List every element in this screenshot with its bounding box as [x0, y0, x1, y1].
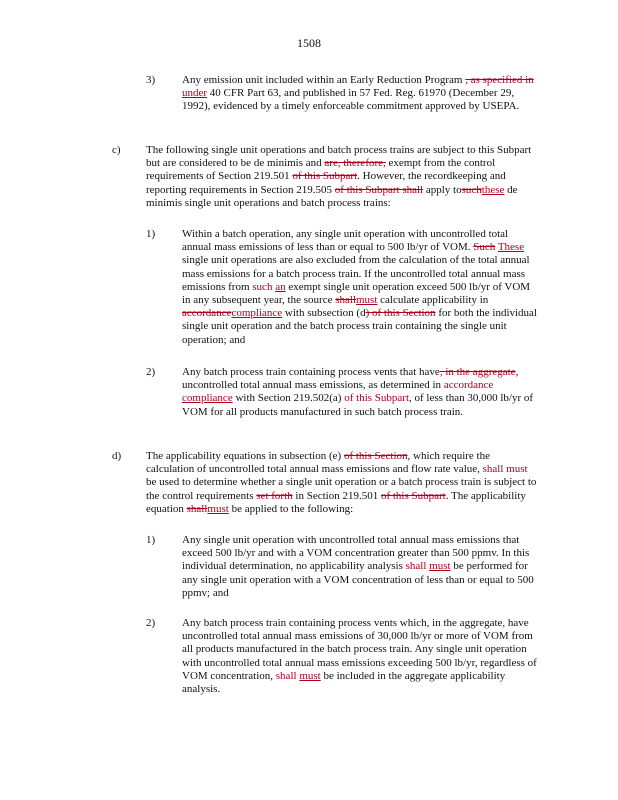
deleted-text: ) of this Section — [365, 307, 436, 320]
deleted-text: accordance — [182, 307, 232, 320]
inserted-text: compliance — [182, 392, 233, 405]
item-label: 1) — [146, 534, 156, 546]
inserted-text: must — [207, 502, 229, 515]
item-label: 2) — [146, 617, 156, 629]
deleted-text: of this Subpart shall — [334, 183, 424, 196]
item-text — [182, 228, 538, 347]
text-run: . However, the recordkeeping and reporting requirements in Section 219.505 — [146, 170, 506, 196]
revised-text: shall must — [482, 463, 528, 476]
text-run: The applicability equations in subsection (e) — [146, 450, 344, 462]
inserted-text: these — [481, 183, 505, 196]
text-run: , uncontrolled total annual mass emissions, as determined in — [182, 366, 519, 392]
item-text — [182, 74, 538, 114]
deleted-text: set forth — [256, 489, 293, 502]
text-run: be used to determine whether a single unit operation or a batch process train is subject to the control requirements — [146, 476, 537, 502]
item-label: d) — [112, 450, 122, 462]
deleted-text: , in the aggregate — [439, 366, 516, 378]
inserted-text: must — [429, 560, 451, 573]
revised-text: shall — [405, 560, 430, 573]
text-run: be performed for any single unit operation with a VOM concentration of less than or equal to 500 ppmv; and — [182, 560, 534, 599]
item-label: 3) — [146, 74, 156, 86]
item-text — [146, 144, 540, 210]
revised-text: of this Subpart — [344, 392, 409, 405]
deleted-text: shall — [186, 502, 208, 515]
inserted-text: must — [299, 669, 321, 682]
text-run: Any single unit operation with uncontrolled total annual mass emissions that exceed 500 lb/yr and with a VOM concentration greater than 500 ppmv. In this individual determination, no applicability analysis — [182, 534, 530, 573]
page-number: 1508 — [297, 36, 321, 50]
revised-text: such — [252, 280, 276, 293]
inserted-text: These — [497, 241, 525, 254]
deleted-text: of this Subpart — [380, 489, 446, 502]
deleted-text: shall — [335, 294, 356, 307]
deleted-text: of this Subpart — [292, 170, 358, 183]
text-run: single unit operations are also excluded from the calculation of the total annual mass emissions for a batch process train. If the uncontrolled total annual mass emissions from — [182, 254, 530, 293]
inserted-text: must — [356, 294, 378, 307]
item-text — [146, 450, 540, 516]
item-text — [182, 534, 538, 600]
text-run: be included in the aggregate applicability analysis. — [182, 669, 506, 696]
item-text — [182, 617, 538, 696]
deleted-text: , as specified in — [465, 74, 534, 86]
deleted-text: such — [461, 183, 482, 196]
text-run: exempt from the control requirements of Section 219.501 — [146, 157, 496, 183]
text-run: Any emission unit included within an Early Reduction Program — [182, 74, 466, 86]
text-run: in Section 219.501 — [292, 489, 381, 502]
text-run: exempt single unit operation exceed 500 lb/yr of VOM in any subsequent year, the source — [182, 280, 531, 307]
deleted-text: Such — [473, 241, 496, 254]
text-run: , which require the calculation of uncontrolled total annual mass emissions and flow rate value, — [146, 450, 490, 476]
item-label: 1) — [146, 228, 156, 240]
text-run: for both the individual single unit operation and the batch process train containing the single unit operation; and — [182, 307, 537, 346]
inserted-text: under — [182, 87, 208, 100]
item-text — [182, 366, 538, 419]
text-run: be applied to the following: — [228, 502, 354, 515]
inserted-text: an — [275, 280, 286, 293]
text-run: Any batch process train containing process vents which, in the aggregate, have uncontrolled total annual mass emissions of 30,000 lb/yr or more of VOM from all products manufactured in the batch process train. Any single unit operation with uncontrolled total annual mass emissions exceeding 500 lb/yr, regardless of VOM concentration, — [182, 617, 537, 682]
text-run: 40 CFR Part 63, and published in 57 Fed. Reg. 61970 (December 29, 1992), evidenced by a timely enforceable commitment approved by USEPA. — [182, 87, 520, 113]
text-run: . The applicability equation — [146, 489, 526, 515]
text-run: apply to — [423, 183, 462, 196]
text-run: , of less than 30,000 lb/yr of VOM for all products manufactured in such batch process train. — [182, 392, 534, 418]
inserted-text: compliance — [231, 307, 283, 320]
text-run: The following single unit operations and batch process trains are subject to this Subpart but are considered to be de minimis and — [146, 144, 532, 170]
text-run: Any batch process train containing process vents that have — [182, 366, 440, 378]
item-label: c) — [112, 144, 121, 156]
text-run: with subsection (d — [282, 307, 366, 320]
text-run: calculate applicability in — [377, 294, 489, 307]
deleted-text: of this Section — [343, 450, 408, 462]
text-run: Within a batch operation, any single unit operation with uncontrolled total annual mass emissions of less than or equal to 500 lb/yr of VOM. — [182, 228, 509, 254]
text-run: with Section 219.502(a) — [232, 392, 345, 405]
revised-text: shall — [275, 669, 300, 682]
item-label: 2) — [146, 366, 156, 378]
revised-text: accordance — [443, 379, 494, 392]
deleted-text: are, therefore, — [324, 157, 386, 170]
text-run: de minimis single unit operations and batch process trains: — [146, 183, 518, 209]
